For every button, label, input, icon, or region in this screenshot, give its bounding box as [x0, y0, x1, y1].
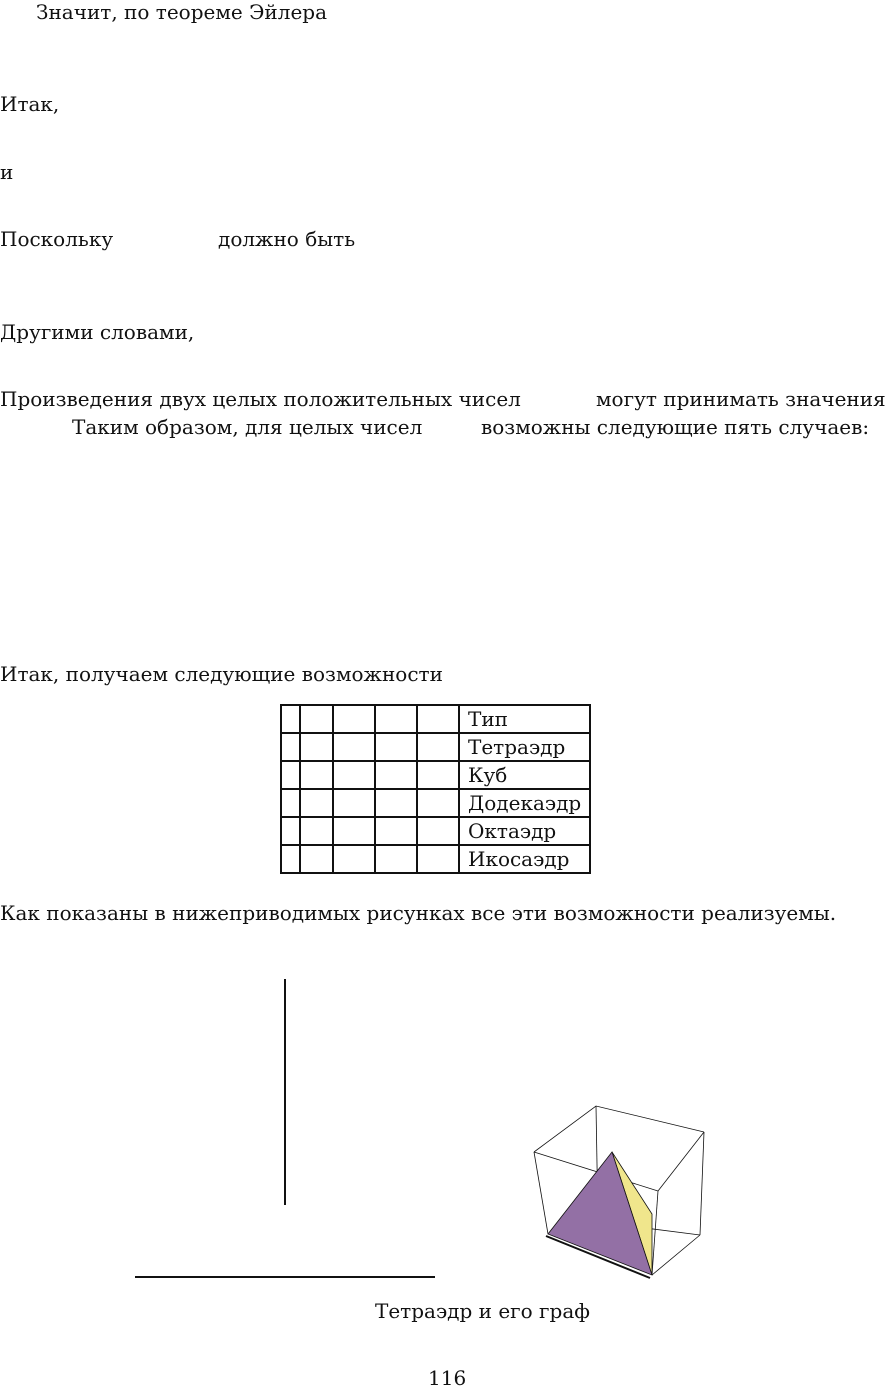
table-cell-type: Куб	[459, 761, 590, 789]
text-can-take-values: могут принимать значения	[596, 387, 886, 411]
table-cell	[300, 817, 333, 845]
table-cell-type: Додекаэдр	[459, 789, 590, 817]
table-cell	[417, 845, 459, 873]
table-cell	[300, 705, 333, 733]
text-thus-integers: Таким образом, для целых чисел	[72, 415, 423, 439]
graph-horizontal-edge	[135, 1276, 435, 1278]
table-cell	[300, 761, 333, 789]
text-euler-theorem: Значит, по теореме Эйлера	[36, 0, 328, 24]
table-cell-type: Икосаэдр	[459, 845, 590, 873]
table-cell-type: Октаэдр	[459, 817, 590, 845]
text-and: и	[0, 160, 14, 184]
tetrahedron-figure	[528, 1102, 710, 1280]
table-cell	[333, 845, 375, 873]
table-row	[281, 789, 590, 817]
table-cell	[281, 789, 300, 817]
table-cell	[281, 845, 300, 873]
table-cell	[375, 705, 417, 733]
page-number: 116	[428, 1366, 467, 1390]
text-in-other-words: Другими словами,	[0, 320, 195, 344]
table-cell	[417, 705, 459, 733]
table-row	[281, 733, 590, 761]
text-realizable: Как показаны в нижеприводимых рисунках все эти возможности реализуемы.	[0, 901, 837, 925]
table-cell	[333, 733, 375, 761]
polyhedra-table	[280, 704, 591, 874]
table-row	[281, 761, 590, 789]
table-cell	[417, 733, 459, 761]
figure-caption: Тетраэдр и его граф	[375, 1299, 590, 1323]
table-cell	[417, 817, 459, 845]
text-since: Поскольку	[0, 227, 114, 251]
table-cell	[300, 733, 333, 761]
text-must-be: должно быть	[218, 227, 356, 251]
table-cell	[333, 705, 375, 733]
table-cell	[375, 845, 417, 873]
text-itak: Итак,	[0, 92, 60, 116]
table-cell	[333, 817, 375, 845]
text-we-get-possibilities: Итак, получаем следующие возможности	[0, 662, 443, 686]
table-cell	[417, 789, 459, 817]
table-header-type: Тип	[459, 705, 590, 733]
table-cell	[281, 705, 300, 733]
text-five-cases: возможны следующие пять случаев:	[481, 415, 870, 439]
table-cell	[375, 817, 417, 845]
table-cell	[300, 789, 333, 817]
table-cell-type: Тетраэдр	[459, 733, 590, 761]
table-cell	[375, 761, 417, 789]
table-row	[281, 845, 590, 873]
table-cell	[375, 789, 417, 817]
table-cell	[333, 789, 375, 817]
table-cell	[300, 845, 333, 873]
graph-vertical-edge	[284, 979, 286, 1205]
table-cell	[281, 733, 300, 761]
table-cell	[333, 761, 375, 789]
table-cell	[417, 761, 459, 789]
table-cell	[375, 733, 417, 761]
table-cell	[281, 817, 300, 845]
text-products: Произведения двух целых положительных чисел	[0, 387, 521, 411]
table-row	[281, 817, 590, 845]
table-header-row	[281, 705, 590, 733]
table-cell	[281, 761, 300, 789]
